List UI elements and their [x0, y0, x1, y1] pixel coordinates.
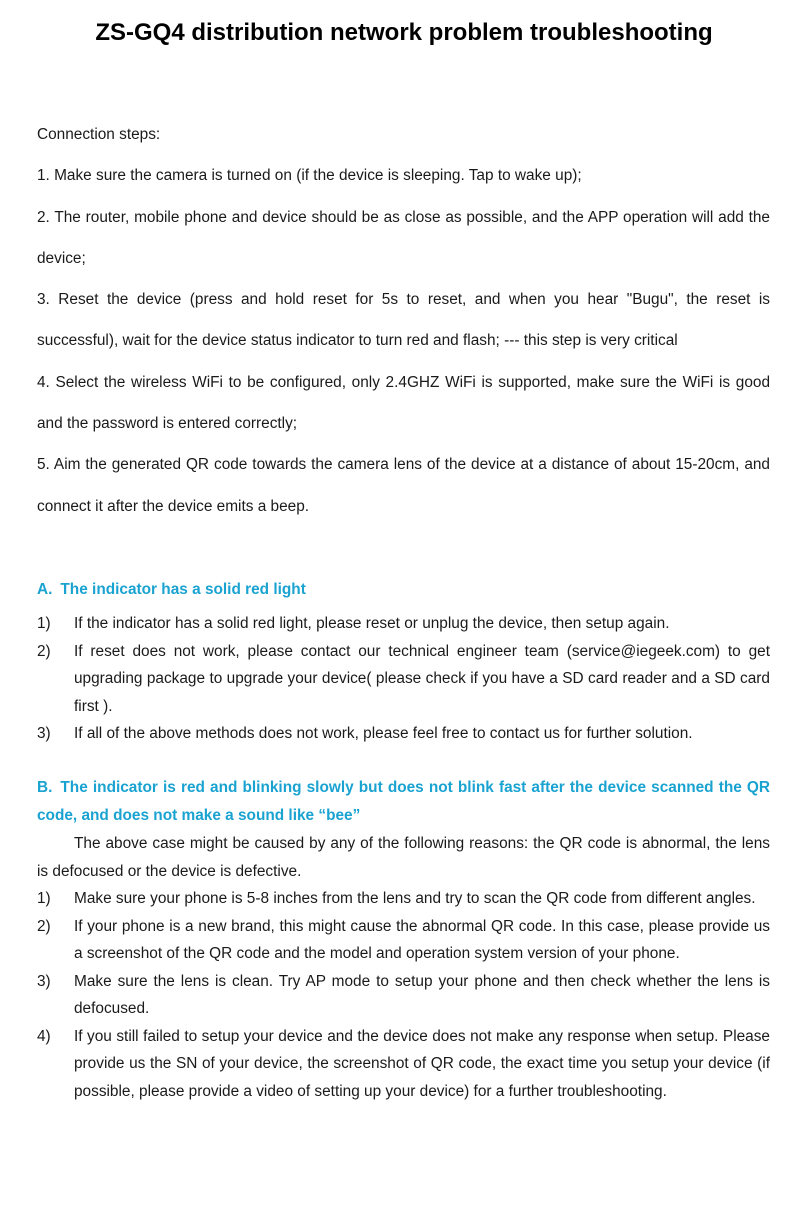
list-item — [37, 720, 770, 748]
connection-steps — [37, 114, 770, 527]
connection-step: 1. Make sure the camera is turned on (if the device is sleeping. Tap to wake up); — [37, 167, 582, 185]
list-item — [37, 968, 770, 1023]
section-b-title: The indicator is red and blinking slowly but does not blink fast after the device scanned the QR code, and does not make a sound like “bee” — [37, 779, 770, 824]
list-item-number: 1) — [37, 615, 51, 632]
list-item-number: 2) — [37, 917, 51, 935]
list-item-number: 1) — [37, 890, 51, 907]
section-a-heading — [37, 576, 770, 604]
section-b-list — [37, 885, 770, 1105]
list-item-text: Make sure your phone is 5-8 inches from the lens and try to scan the QR code from different angles. — [74, 890, 756, 907]
list-item — [37, 885, 770, 913]
connection-steps-heading: Connection steps: — [37, 126, 161, 143]
section-a-title: The indicator has a solid red light — [60, 581, 306, 598]
list-item — [37, 1023, 770, 1106]
list-item-number: 3) — [37, 725, 51, 742]
section-b-letter: B. — [37, 779, 53, 796]
list-item — [37, 913, 770, 968]
list-item — [37, 610, 770, 638]
list-item-text: Make sure the lens is clean. Try AP mode to setup your phone and then check whether the lens is defocused. — [74, 972, 770, 1017]
connection-step: 2. The router, mobile phone and device should be as close as possible, and the APP operation will add the device; — [37, 208, 770, 267]
connection-step: 4. Select the wireless WiFi to be configured, only 2.4GHZ WiFi is supported, make sure the WiFi is good and the password is entered correctly; — [37, 373, 770, 433]
connection-step: 3. Reset the device (press and hold reset for 5s to reset, and when you hear "Bugu", the reset is successful), wait for the device status indicator to turn red and flash; --- this step is very critical — [37, 291, 770, 350]
list-item-text: If all of the above methods does not work, please feel free to contact us for further solution. — [74, 725, 693, 742]
list-item-text: If reset does not work, please contact our technical engineer team (service@iegeek.com) to get upgrading package to upgrade your device( please check if you have a SD card reader and a SD card first ). — [74, 642, 770, 715]
section-a-letter: A. — [37, 581, 53, 598]
list-item — [37, 638, 770, 721]
section-b-intro: The above case might be caused by any of the following reasons: the QR code is abnormal, the lens is defocused or the device is defective. — [37, 835, 770, 880]
page-title: ZS-GQ4 distribution network problem troubleshooting — [95, 19, 713, 46]
section-b-heading — [37, 774, 770, 829]
list-item-text: If you still failed to setup your device and the device does not make any response when setup. Please provide us the SN of your device, the screenshot of QR code, the exact time you setup your device (if possible, please provide a video of setting up your device) for a further troubleshooting. — [74, 1027, 770, 1100]
connection-step: 5. Aim the generated QR code towards the camera lens of the device at a distance of about 15-20cm, and connect it after the device emits a beep. — [37, 456, 770, 515]
list-item-text: If the indicator has a solid red light, please reset or unplug the device, then setup again. — [74, 615, 670, 632]
list-item-text: If your phone is a new brand, this might cause the abnormal QR code. In this case, please provide us a screenshot of the QR code and the model and operation system version of your phone. — [74, 917, 770, 962]
list-item-number: 3) — [37, 972, 51, 990]
list-item-number: 4) — [37, 1027, 51, 1045]
list-item-number: 2) — [37, 642, 51, 660]
section-a-list — [37, 610, 770, 748]
